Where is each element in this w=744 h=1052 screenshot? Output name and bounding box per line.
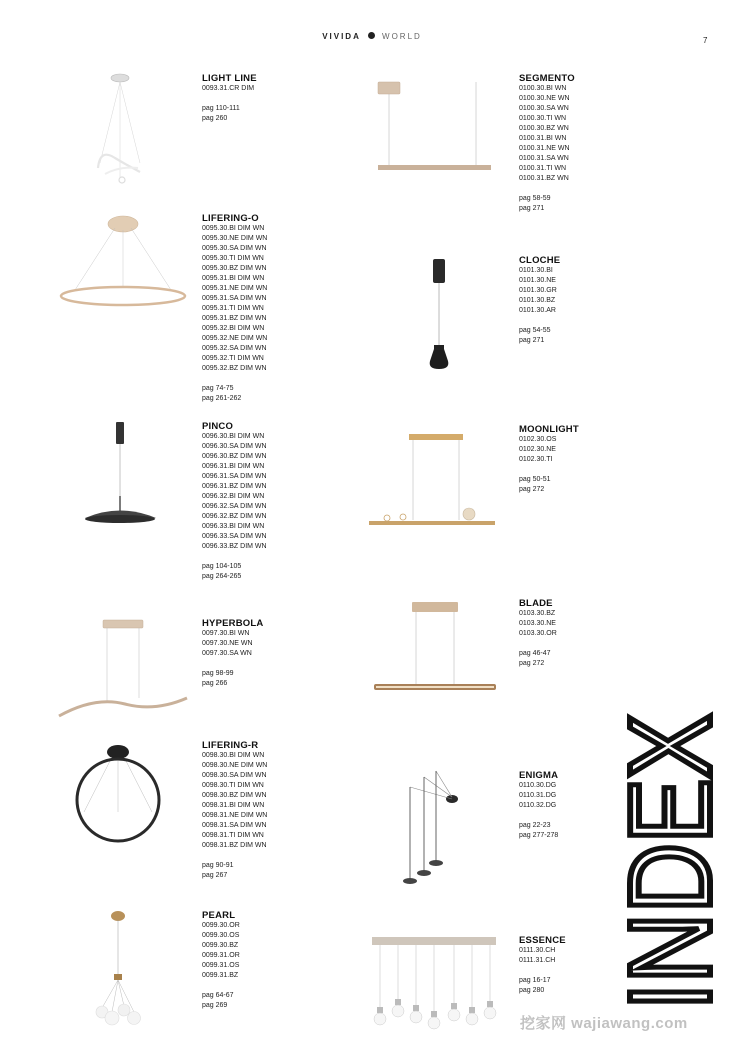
product-code: 0096.31.BZ DIM WN	[202, 483, 267, 490]
product-code: 0100.31.TI WN	[519, 165, 567, 172]
product-entry-enigma	[519, 770, 558, 841]
page-reference: pag 22-23	[519, 822, 551, 829]
page-reference: pag 271	[519, 337, 545, 344]
product-code: 0099.30.BZ	[202, 942, 239, 949]
product-name: MOONLIGHT	[519, 424, 579, 435]
product-code: 0101.30.BI	[519, 267, 553, 274]
product-code: 0101.30.BZ	[519, 297, 556, 304]
brand-world: WORLD	[382, 32, 422, 41]
product-code: 0098.31.SA DIM WN	[202, 822, 267, 829]
page-reference: pag 271	[519, 205, 545, 212]
product-name: PEARL	[202, 910, 236, 921]
product-code: 0101.30.AR	[519, 307, 556, 314]
product-code: 0095.32.BZ DIM WN	[202, 365, 267, 372]
page-references	[202, 991, 240, 1011]
product-code: 0100.31.BI WN	[519, 135, 567, 142]
product-name: LIFERING-O	[202, 213, 259, 224]
page-number: 7	[703, 36, 708, 45]
product-name: HYPERBOLA	[202, 618, 264, 629]
product-entry-blade	[519, 598, 557, 669]
product-code: 0095.31.SA DIM WN	[202, 295, 267, 302]
page-reference: pag 98-99	[202, 670, 234, 677]
product-entry-lifering-o	[202, 213, 267, 404]
product-code: 0098.30.NE DIM WN	[202, 762, 268, 769]
product-code: 0095.30.BI DIM WN	[202, 225, 265, 232]
product-name: ENIGMA	[519, 770, 559, 781]
product-code: 0110.30.DG	[519, 782, 557, 789]
page-reference: pag 277-278	[519, 832, 559, 839]
essence-lamp-image	[370, 935, 500, 1030]
product-code: 0100.30.SA WN	[519, 105, 569, 112]
product-code: 0097.30.SA WN	[202, 650, 252, 657]
product-entry-essence	[519, 935, 566, 996]
product-code: 0096.30.BZ DIM WN	[202, 453, 267, 460]
product-code: 0100.31.NE WN	[519, 145, 570, 152]
product-code: 0100.31.BZ WN	[519, 175, 569, 182]
cloche-lamp-image	[420, 255, 465, 375]
product-code: 0111.31.CH	[519, 957, 556, 964]
product-code: 0096.33.BZ DIM WN	[202, 543, 267, 550]
page-reference: pag 16-17	[519, 977, 551, 984]
page-references	[519, 976, 566, 996]
hyperbola-lamp-image	[55, 618, 195, 722]
watermark: 挖家网 wajiawang.com	[520, 1015, 688, 1032]
product-code: 0099.30.OS	[202, 932, 240, 939]
segmento-lamp-image	[370, 78, 500, 178]
page-reference: pag 269	[202, 1002, 228, 1009]
product-name: PINCO	[202, 421, 234, 432]
product-code: 0101.30.NE	[519, 277, 556, 284]
brand-logo-icon	[368, 32, 375, 39]
page-reference: pag 50-51	[519, 476, 551, 483]
index-text: INDEX	[605, 655, 735, 1010]
product-code: 0099.30.OR	[202, 922, 240, 929]
blade-lamp-image	[370, 600, 500, 695]
page-reference: pag 104-105	[202, 563, 242, 570]
product-code: 0098.31.BZ DIM WN	[202, 842, 267, 849]
product-code: 0095.31.TI DIM WN	[202, 305, 264, 312]
product-name: LIGHT LINE	[202, 73, 257, 84]
product-code: 0098.31.BI DIM WN	[202, 802, 265, 809]
product-entry-moonlight	[519, 424, 579, 495]
page-reference: pag 264-265	[202, 573, 242, 580]
pearl-lamp-image	[90, 908, 150, 1028]
product-code: 0095.32.NE DIM WN	[202, 335, 268, 342]
page-references	[202, 562, 267, 582]
product-code: 0095.30.SA DIM WN	[202, 245, 267, 252]
product-name: ESSENCE	[519, 935, 566, 946]
light-line-lamp-image	[80, 68, 170, 193]
page-references	[202, 669, 263, 689]
page-reference: pag 110-111	[202, 105, 240, 112]
product-code: 0100.30.BI WN	[519, 85, 567, 92]
product-code: 0101.30.GR	[519, 287, 557, 294]
product-code: 0102.30.OS	[519, 436, 557, 443]
product-entry-pinco	[202, 421, 267, 582]
page-reference: pag 54-55	[519, 327, 551, 334]
product-code: 0097.30.BI WN	[202, 630, 250, 637]
page-reference: pag 260	[202, 115, 228, 122]
product-code: 0095.30.TI DIM WN	[202, 255, 264, 262]
page-reference: pag 58-59	[519, 195, 551, 202]
product-entry-pearl	[202, 910, 240, 1011]
page-reference: pag 64-67	[202, 992, 234, 999]
page-reference: pag 272	[519, 486, 545, 493]
enigma-lamp-image	[400, 765, 470, 890]
product-code: 0096.32.SA DIM WN	[202, 503, 267, 510]
product-code: 0098.30.BI DIM WN	[202, 752, 265, 759]
product-entry-hyperbola	[202, 618, 263, 689]
page-reference: pag 90-91	[202, 862, 234, 869]
product-code: 0095.30.BZ DIM WN	[202, 265, 267, 272]
product-entry-light-line	[202, 73, 257, 124]
product-code: 0095.32.SA DIM WN	[202, 345, 267, 352]
product-code: 0096.32.BZ DIM WN	[202, 513, 267, 520]
index-title	[605, 655, 735, 1010]
product-code: 0098.31.TI DIM WN	[202, 832, 264, 839]
product-code: 0099.31.OS	[202, 962, 240, 969]
brand-header	[0, 32, 744, 41]
product-name: SEGMENTO	[519, 73, 575, 84]
product-code: 0095.31.BI DIM WN	[202, 275, 265, 282]
product-code: 0095.31.BZ DIM WN	[202, 315, 267, 322]
product-code: 0099.31.OR	[202, 952, 240, 959]
product-code: 0096.33.BI DIM WN	[202, 523, 265, 530]
product-code: 0095.32.TI DIM WN	[202, 355, 264, 362]
moonlight-lamp-image	[365, 430, 500, 530]
page-references	[519, 821, 558, 841]
brand-name: VIVIDA	[322, 32, 361, 41]
product-code: 0096.32.BI DIM WN	[202, 493, 265, 500]
product-code: 0102.30.NE	[519, 446, 556, 453]
page-references	[519, 326, 560, 346]
product-code: 0102.30.TI	[519, 456, 553, 463]
product-entry-cloche	[519, 255, 560, 346]
lifering-r-lamp-image	[70, 742, 170, 842]
product-code: 0100.30.BZ WN	[519, 125, 569, 132]
page-reference: pag 266	[202, 680, 228, 687]
product-name: LIFERING-R	[202, 740, 259, 751]
page-reference: pag 272	[519, 660, 545, 667]
product-code: 0110.31.DG	[519, 792, 557, 799]
product-code: 0096.31.SA DIM WN	[202, 473, 267, 480]
page-references	[519, 194, 575, 214]
product-code: 0098.31.NE DIM WN	[202, 812, 268, 819]
page-reference: pag 74-75	[202, 385, 234, 392]
product-code: 0095.31.NE DIM WN	[202, 285, 268, 292]
product-code: 0100.31.SA WN	[519, 155, 569, 162]
page-reference: pag 267	[202, 872, 228, 879]
product-code: 0095.30.NE DIM WN	[202, 235, 268, 242]
pinco-lamp-image	[80, 418, 165, 530]
product-code: 0097.30.NE WN	[202, 640, 253, 647]
product-name: CLOCHE	[519, 255, 561, 266]
product-code: 0111.30.CH	[519, 947, 556, 954]
product-entry-segmento	[519, 73, 575, 214]
product-code: 0098.30.TI DIM WN	[202, 782, 264, 789]
lifering-o-lamp-image	[55, 212, 190, 312]
page-reference: pag 46-47	[519, 650, 551, 657]
product-code: 0103.30.BZ	[519, 610, 556, 617]
product-code: 0110.32.DG	[519, 802, 557, 809]
product-code: 0098.30.BZ DIM WN	[202, 792, 267, 799]
product-code: 0099.31.BZ	[202, 972, 239, 979]
page-reference: pag 261-262	[202, 395, 242, 402]
product-code: 0096.33.SA DIM WN	[202, 533, 267, 540]
product-code: 0103.30.OR	[519, 630, 557, 637]
product-code: 0100.30.NE WN	[519, 95, 570, 102]
page-references	[519, 649, 557, 669]
page-references	[202, 104, 257, 124]
product-code: 0103.30.NE	[519, 620, 556, 627]
product-code: 0093.31.CR DIM	[202, 85, 255, 92]
product-code: 0100.30.TI WN	[519, 115, 567, 122]
product-code: 0096.31.BI DIM WN	[202, 463, 265, 470]
product-code: 0096.30.SA DIM WN	[202, 443, 267, 450]
page-reference: pag 280	[519, 987, 545, 994]
product-entry-lifering-r	[202, 740, 267, 881]
product-code: 0095.32.BI DIM WN	[202, 325, 265, 332]
product-name: BLADE	[519, 598, 553, 609]
page-references	[202, 861, 267, 881]
product-code: 0096.30.BI DIM WN	[202, 433, 265, 440]
page-references	[519, 475, 579, 495]
product-code: 0098.30.SA DIM WN	[202, 772, 267, 779]
page-references	[202, 384, 267, 404]
